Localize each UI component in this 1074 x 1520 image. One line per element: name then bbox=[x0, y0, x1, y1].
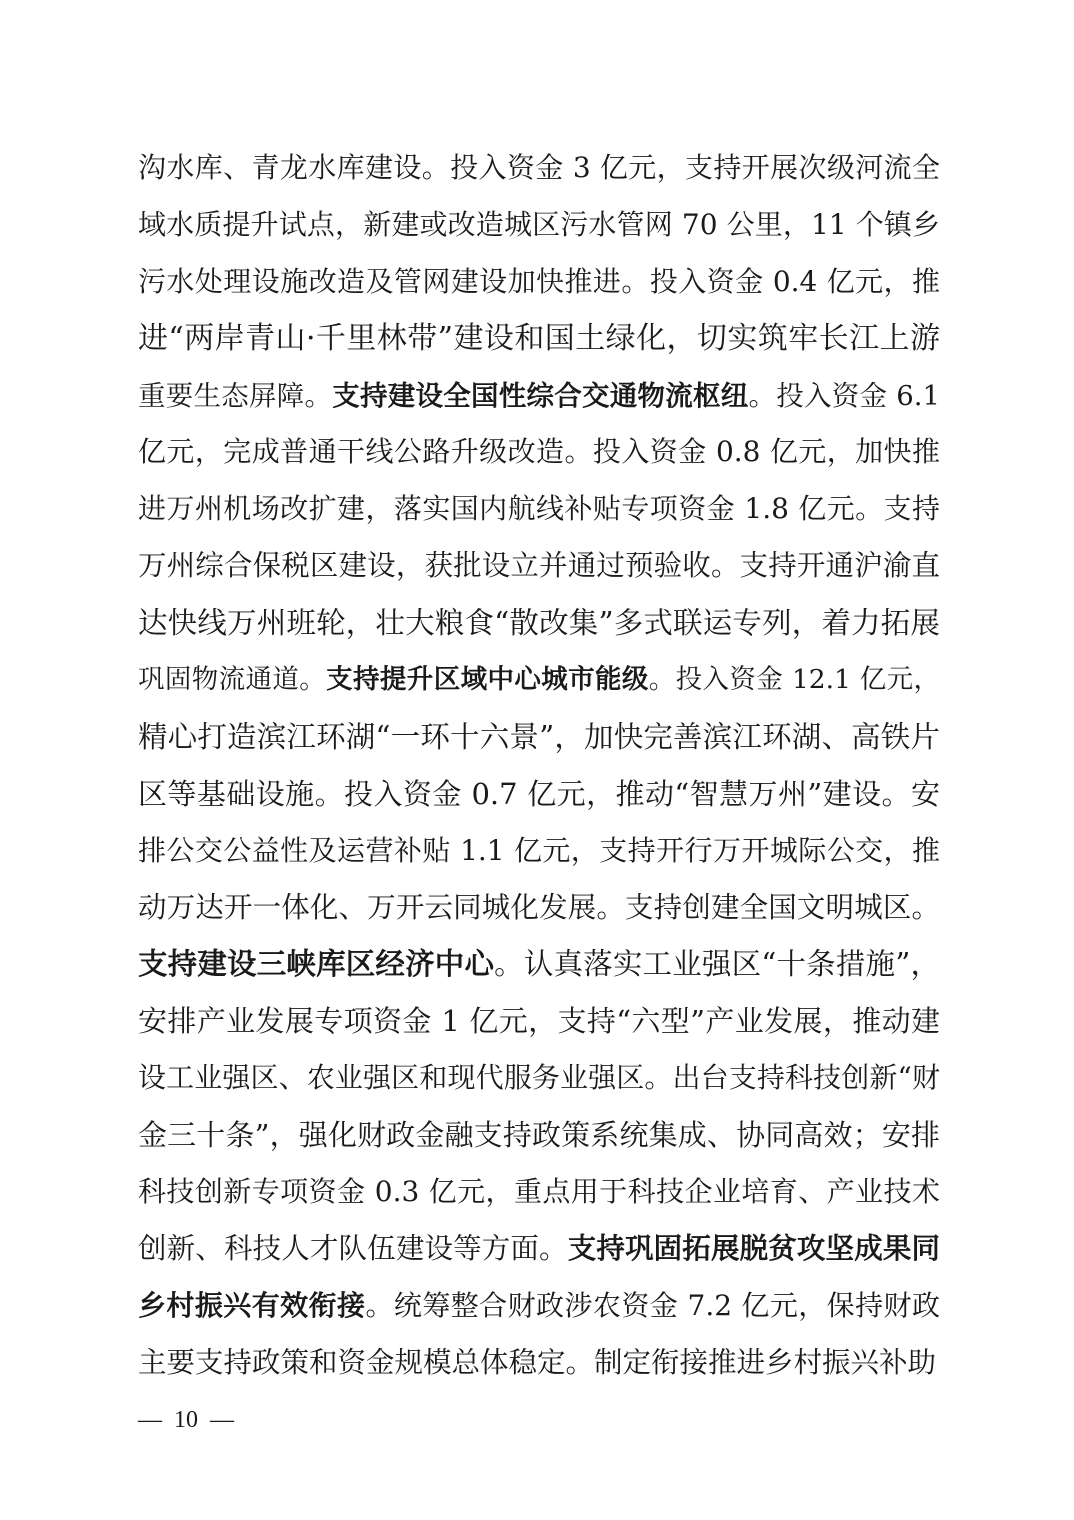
text-segment: 重要生态屏障。 bbox=[138, 379, 333, 412]
body-text bbox=[138, 140, 940, 1392]
text-line bbox=[138, 1278, 940, 1335]
page-number: — 10 — bbox=[138, 1407, 234, 1433]
text-line bbox=[138, 538, 940, 595]
text-line bbox=[138, 368, 940, 425]
bold-heading-text: 支持提升区域中心城市能级 bbox=[326, 664, 649, 696]
text-segment: 万州综合保税区建设，获批设立并通过预验收。支持开通沪渝直 bbox=[138, 549, 940, 583]
text-line bbox=[138, 481, 940, 538]
bold-heading-text: 支持建设三峡库区经济中心 bbox=[138, 947, 495, 982]
text-segment: 主要支持政策和资金规模总体稳定。制定衔接推进乡村振兴补助 bbox=[138, 1345, 937, 1379]
text-line bbox=[138, 595, 940, 652]
text-segment: 亿元，完成普通干线公路升级改造。投入资金 0.8 亿元，加快推 bbox=[138, 435, 940, 469]
text-line bbox=[138, 823, 940, 880]
text-line bbox=[138, 652, 940, 709]
text-segment: 动万达开一体化、万开云同城化发展。支持创建全国文明城区。 bbox=[138, 890, 940, 924]
text-segment: 金三十条”，强化财政金融支持政策系统集成、协同高效；安排 bbox=[138, 1118, 940, 1153]
text-segment: 污水处理设施改造及管网建设加快推进。投入资金 0.4 亿元，推 bbox=[138, 264, 940, 298]
text-line bbox=[138, 936, 940, 993]
text-segment: 进“两岸青山·千里林带”建设和国土绿化，切实筑牢长江上游 bbox=[138, 320, 940, 356]
text-segment: 科技创新专项资金 0.3 亿元，重点用于科技企业培育、产业技术 bbox=[138, 1175, 940, 1209]
text-line bbox=[138, 1221, 940, 1278]
text-segment: 沟水库、青龙水库建设。投入资金 3 亿元，支持开展次级河流全 bbox=[138, 151, 940, 184]
text-line bbox=[138, 1050, 940, 1107]
text-line bbox=[138, 140, 940, 197]
text-segment: 达快线万州班轮，壮大粮食“散改集”多式联运专列，着力拓展 bbox=[138, 606, 940, 641]
text-line bbox=[138, 197, 940, 254]
text-line bbox=[138, 1335, 940, 1392]
text-segment: 安排产业发展专项资金 1 亿元，支持“六型”产业发展，推动建 bbox=[138, 1004, 940, 1039]
text-segment: 排公交公益性及运营补贴 1.1 亿元，支持开行万开城际公交，推 bbox=[138, 833, 940, 867]
text-line bbox=[138, 709, 940, 766]
text-segment: 。投入资金 12.1 亿元， bbox=[648, 664, 940, 696]
text-line bbox=[138, 311, 940, 368]
text-segment: 域水质提升试点，新建或改造城区污水管网 70 公里，11 个镇乡 bbox=[138, 207, 940, 241]
text-line bbox=[138, 766, 940, 823]
bold-heading-text: 支持巩固拓展脱贫攻坚成果同 bbox=[567, 1231, 940, 1265]
text-segment: 。认真落实工业强区“十条措施”， bbox=[494, 947, 940, 982]
text-line bbox=[138, 254, 940, 311]
text-segment: 设工业强区、农业强区和现代服务业强区。出台支持科技创新“财 bbox=[138, 1061, 940, 1095]
text-line bbox=[138, 993, 940, 1050]
text-segment: 。投入资金 6.1 bbox=[748, 379, 940, 412]
text-segment: 创新、科技人才队伍建设等方面。 bbox=[138, 1231, 568, 1265]
text-segment: 。统筹整合财政涉农资金 7.2 亿元，保持财政 bbox=[365, 1288, 940, 1322]
text-segment: 进万州机场改扩建，落实国内航线补贴专项资金 1.8 亿元。支持 bbox=[138, 492, 940, 526]
bold-heading-text: 乡村振兴有效衔接 bbox=[138, 1288, 366, 1322]
text-segment: 巩固物流通道。 bbox=[138, 664, 327, 696]
text-line bbox=[138, 1164, 940, 1221]
text-segment: 区等基础设施。投入资金 0.7 亿元，推动“智慧万州”建设。安 bbox=[138, 776, 940, 811]
text-line bbox=[138, 1107, 940, 1164]
text-line bbox=[138, 424, 940, 481]
bold-heading-text: 支持建设全国性综合交通物流枢纽 bbox=[332, 379, 749, 412]
text-line bbox=[138, 880, 940, 937]
text-segment: 精心打造滨江环湖“一环十六景”，加快完善滨江环湖、高铁片 bbox=[138, 719, 940, 754]
